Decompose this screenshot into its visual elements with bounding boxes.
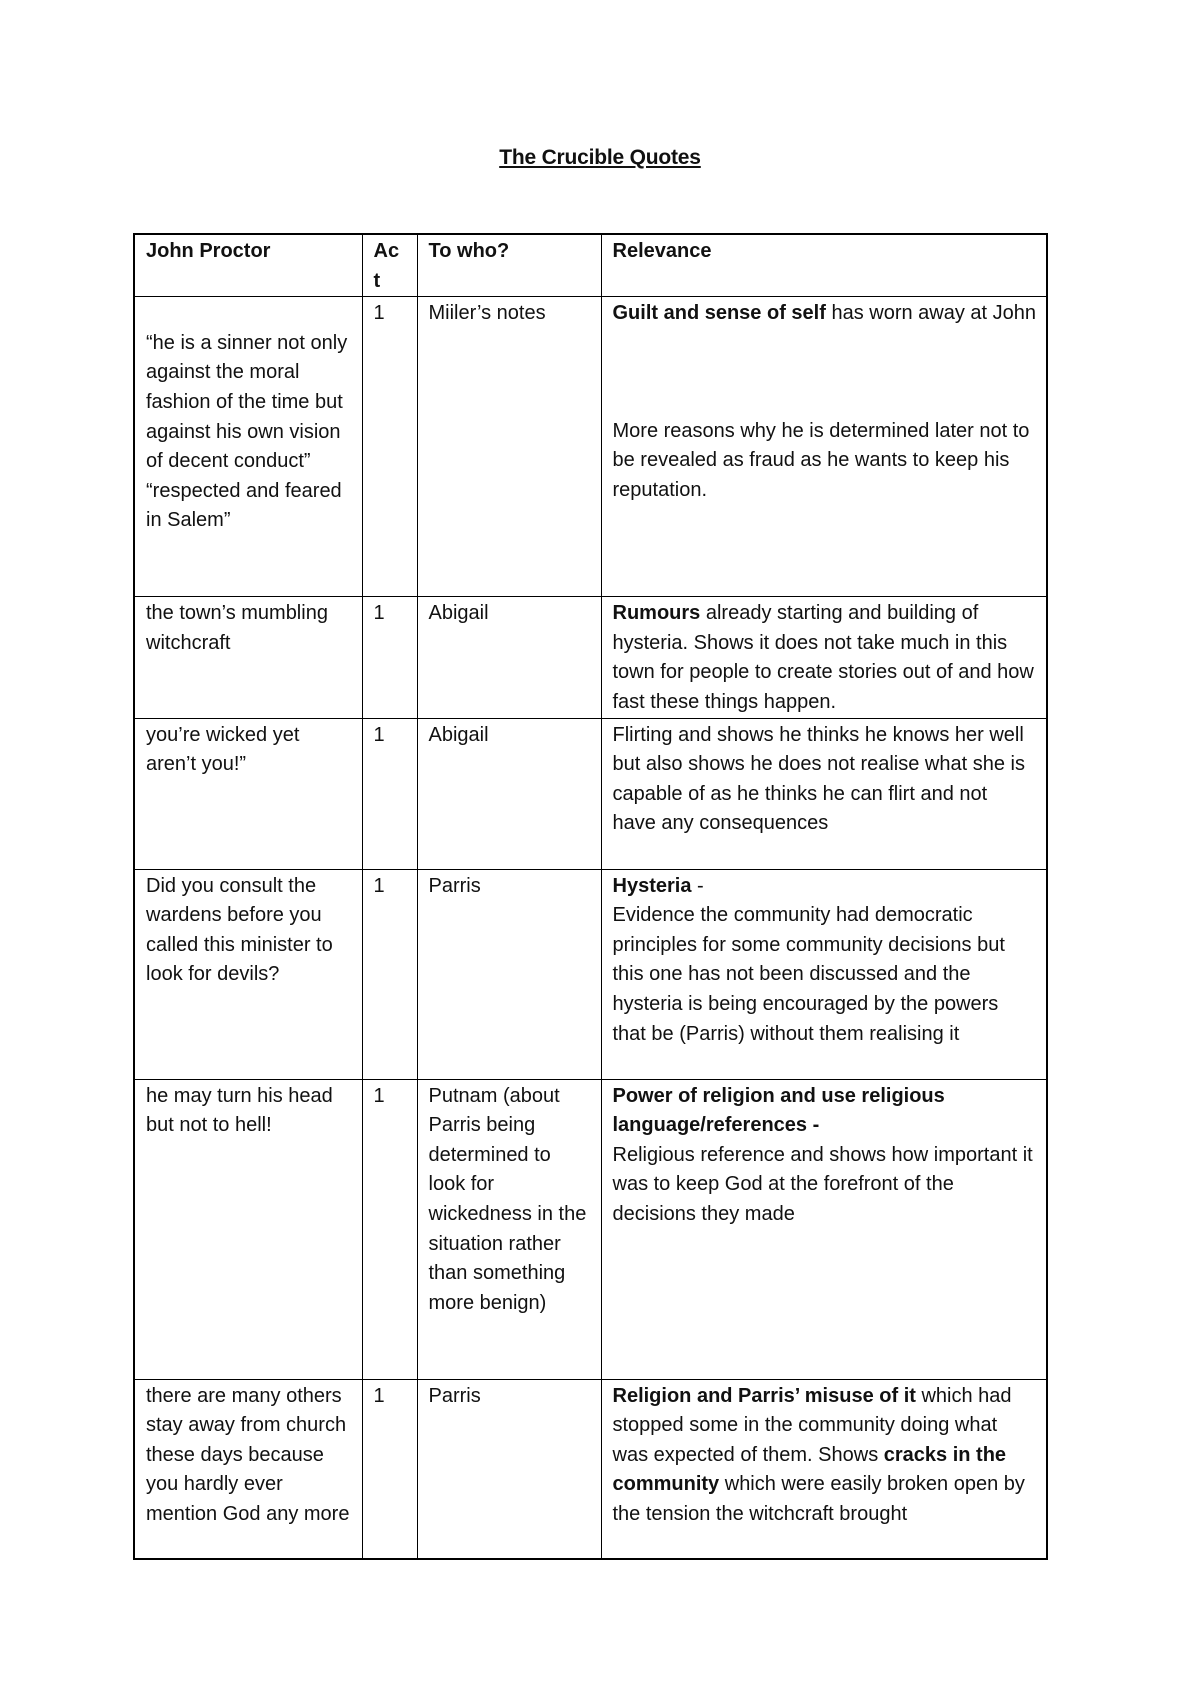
relevance-cell xyxy=(601,1379,1047,1559)
to-who-cell: Abigail xyxy=(417,718,601,869)
to-who-cell: Abigail xyxy=(417,597,601,718)
quote-cell xyxy=(134,297,362,597)
relevance-cell xyxy=(601,1079,1047,1379)
act-cell: 1 xyxy=(362,297,417,597)
relevance-keyword: Hysteria xyxy=(612,874,692,897)
relevance-keyword: Rumours xyxy=(612,602,701,625)
relevance-text: which were easily broken open by the tension the witchcraft brought xyxy=(612,1473,1025,1525)
relevance-text: which had stopped some in the community doing what was expected of them. Shows xyxy=(612,1384,1012,1466)
quote-cell: he may turn his head but not to hell! xyxy=(134,1079,362,1379)
table-row xyxy=(134,1079,1047,1379)
relevance-cell xyxy=(601,869,1047,1079)
quote-cell: you’re wicked yet aren’t you!” xyxy=(134,718,362,869)
relevance-keyword: Religion and Parris’ misuse of it xyxy=(612,1384,916,1407)
table-row xyxy=(134,869,1047,1079)
header-relevance: Relevance xyxy=(601,234,1047,297)
relevance-dash: - xyxy=(691,874,704,897)
header-character: John Proctor xyxy=(134,234,362,297)
page-title: The Crucible Quotes xyxy=(499,146,701,169)
act-cell: 1 xyxy=(362,1079,417,1379)
table-row xyxy=(134,1379,1047,1559)
table-header-row xyxy=(134,234,1047,297)
to-who-cell: Putnam (about Parris being determined to look for wickedness in the situation rather than something more benign) xyxy=(417,1079,601,1379)
relevance-cell xyxy=(601,297,1047,597)
relevance-keyword: cracks in the community xyxy=(612,1443,1007,1496)
header-act: Ac t xyxy=(362,234,417,297)
relevance-dash: - xyxy=(807,1114,820,1137)
act-cell: 1 xyxy=(362,1379,417,1559)
quotes-table xyxy=(133,233,1048,1560)
table-row xyxy=(134,718,1047,869)
relevance-text: has worn away at John xyxy=(825,302,1037,325)
relevance-keyword: Power of religion and use religious language/references xyxy=(612,1084,945,1137)
relevance-text: Religious reference and shows how important it was to keep God at the forefront of the decisions they made xyxy=(612,1143,1033,1225)
to-who-cell: Miiler’s notes xyxy=(417,297,601,597)
relevance-text: already starting and building of hysteria. Shows it does not take much in this town for people to create stories out of and how fast these things happen. xyxy=(612,602,1034,713)
quote-cell: there are many others stay away from church these days because you hardly ever mention God any more xyxy=(134,1379,362,1559)
relevance-text: Evidence the community had democratic principles for some community decisions but this one has not been discussed and the hysteria is being encouraged by the powers that be (Parris) without them realising it xyxy=(612,904,1005,1045)
quote-text: “respected and feared in Salem” xyxy=(146,479,342,532)
relevance-cell xyxy=(601,597,1047,718)
relevance-text: More reasons why he is determined later not to be revealed as fraud as he wants to keep his reputation. xyxy=(612,419,1030,501)
act-cell: 1 xyxy=(362,718,417,869)
to-who-cell: Parris xyxy=(417,1379,601,1559)
header-to-who: To who? xyxy=(417,234,601,297)
quote-cell: the town’s mumbling witchcraft xyxy=(134,597,362,718)
relevance-cell: Flirting and shows he thinks he knows her well but also shows he does not realise what she is capable of as he thinks he can flirt and not have any consequences xyxy=(601,718,1047,869)
quote-text: “he is a sinner not only against the moral fashion of the time but against his own vision of decent conduct” xyxy=(146,331,348,473)
act-cell: 1 xyxy=(362,597,417,718)
table-row xyxy=(134,297,1047,597)
act-cell: 1 xyxy=(362,869,417,1079)
relevance-keyword: Guilt and sense of self xyxy=(612,302,826,325)
quote-cell: Did you consult the wardens before you called this minister to look for devils? xyxy=(134,869,362,1079)
to-who-cell: Parris xyxy=(417,869,601,1079)
table-row xyxy=(134,597,1047,718)
